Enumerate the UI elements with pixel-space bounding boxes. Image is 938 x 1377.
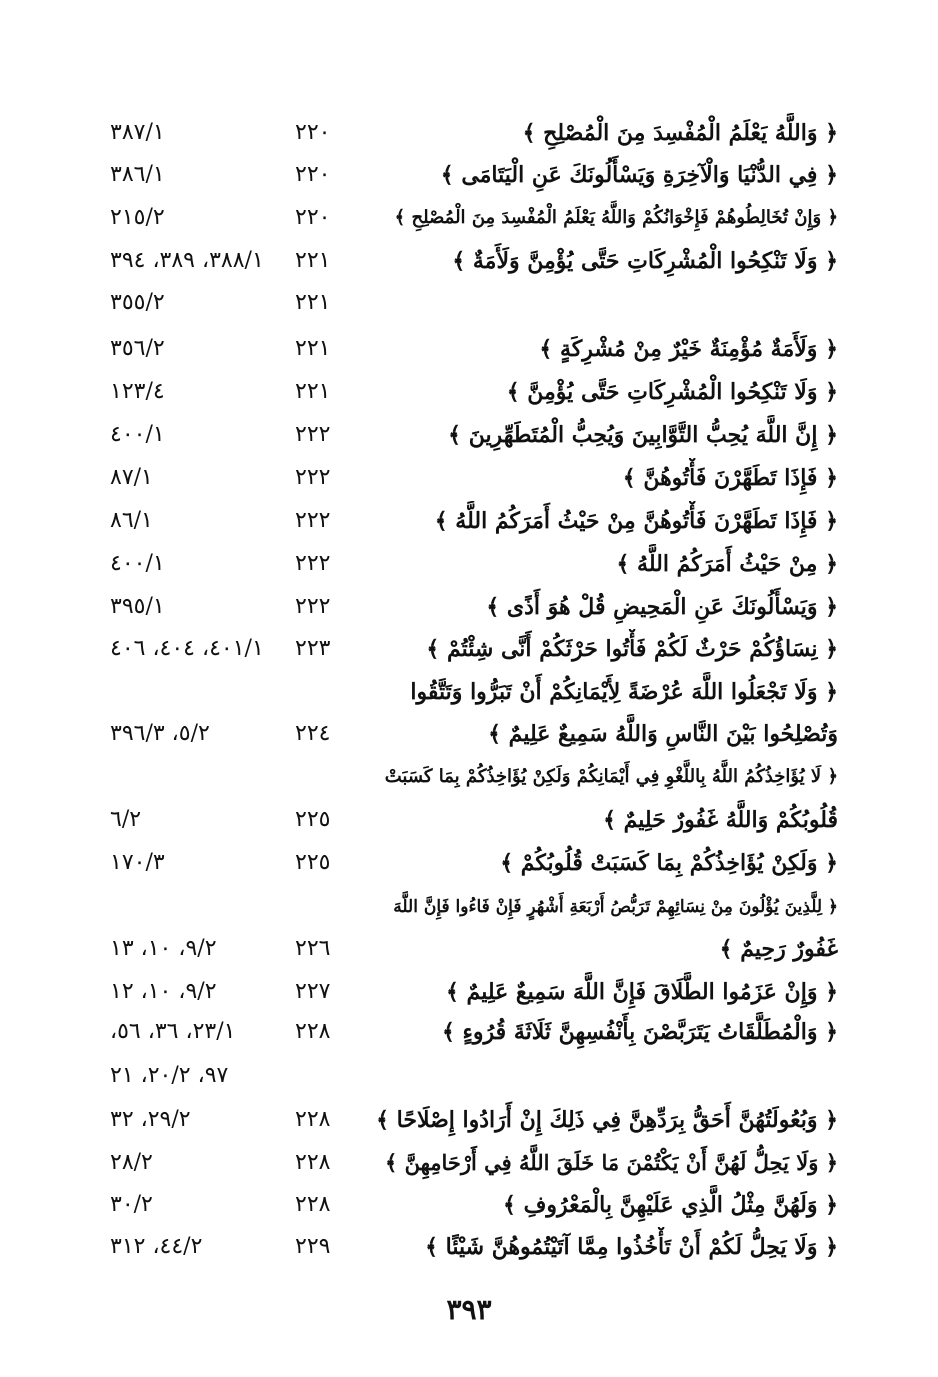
volume-page-refs: ٨٦/١	[110, 508, 153, 533]
volume-page-refs: ٢٣/١، ٣٦، ٥٦،	[110, 1019, 236, 1044]
verse-text: ﴿ فِي الدُّنْيَا وَالْآخِرَةِ وَيَسْأَلُونَكَ عَنِ الْيَتَامَى ﴾	[440, 162, 838, 188]
ayah-number: ٢٢٢	[295, 422, 331, 447]
verse-text: ﴿ فَإِذَا تَطَهَّرْنَ فَأْتُوهُنَّ مِنْ حَيْثُ أَمَرَكُمُ اللَّهُ ﴾	[434, 508, 838, 534]
verse-text: ﴿ وَلَا يَحِلُّ لَكُمْ أَنْ تَأْخُذُوا مِمَّا آتَيْتُمُوهُنَّ شَيْئًا ﴾	[425, 1234, 838, 1260]
volume-page-refs: ٣٨٨/١، ٣٨٩، ٣٩٤	[110, 248, 264, 273]
index-row	[0, 415, 938, 455]
index-row	[0, 887, 938, 927]
ayah-number: ٢٢١	[295, 336, 331, 361]
verse-text	[373, 1056, 838, 1096]
index-row	[0, 972, 938, 1012]
verse-text: ﴿ مِنْ حَيْثُ أَمَرَكُمُ اللَّهُ ﴾	[616, 551, 838, 577]
index-row	[0, 843, 938, 883]
ayah-number: ٢٢٩	[295, 1234, 331, 1259]
verse-text: ﴿ لَا يُؤَاخِذُكُمُ اللَّهُ بِاللَّغْوِ فِي أَيْمَانِكُمْ وَلَكِنْ يُؤَاخِذُكُمْ بِمَا كَسَبَتْ	[384, 766, 838, 787]
volume-page-refs: ٣٨٧/١	[110, 120, 165, 145]
volume-page-refs: ٨٧/١	[110, 465, 153, 490]
verse-text: ﴿ وَلَهُنَّ مِثْلُ الَّذِي عَلَيْهِنَّ بِالْمَعْرُوفِ ﴾	[503, 1192, 838, 1218]
ayah-number: ٢٢٢	[295, 465, 331, 490]
volume-page-refs: ١٢٣/٤	[110, 379, 165, 404]
volume-page-refs: ٤٠١/١، ٤٠٤، ٤٠٦	[110, 636, 264, 661]
ayah-number	[295, 757, 355, 797]
volume-page-refs: ٤٤/٢، ٣١٢	[110, 1234, 203, 1259]
ayah-number: ٢٢٠	[295, 205, 331, 230]
index-row	[0, 113, 938, 153]
volume-page-refs: ٥/٢، ٣٩٦/٣	[110, 721, 210, 746]
ayah-number: ٢٢٠	[295, 162, 331, 187]
verse-text: ﴿ وَبُعُولَتُهُنَّ أَحَقُّ بِرَدِّهِنَّ فِي ذَلِكَ إِنْ أَرَادُوا إِصْلَاحًا ﴾	[376, 1107, 838, 1133]
volume-page-refs: ٣٠/٢	[110, 1192, 153, 1217]
index-row	[0, 1227, 938, 1267]
index-row	[0, 501, 938, 541]
ayah-number: ٢٢٥	[295, 850, 331, 875]
page-number: ٣٩٣	[446, 1293, 492, 1326]
volume-page-refs: ٦/٢	[110, 807, 142, 832]
ayah-number: ٢٢٤	[295, 721, 331, 746]
verse-text: ﴿ وَلَا تَجْعَلُوا اللَّهَ عُرْضَةً لِأَيْمَانِكُمْ أَنْ تَبَرُّوا وَتَتَّقُوا	[410, 679, 838, 705]
volume-page-refs: ٤٠٠/١	[110, 422, 165, 447]
volume-page-refs: ٣٩٥/١	[110, 594, 165, 619]
index-row	[0, 672, 938, 712]
index-row	[0, 587, 938, 627]
volume-page-refs	[110, 757, 285, 797]
index-row	[0, 1056, 938, 1096]
index-row	[0, 1185, 938, 1225]
ayah-number	[295, 887, 355, 927]
index-row	[0, 629, 938, 669]
volume-page-refs: ٢٩/٢، ٣٢	[110, 1107, 191, 1132]
index-row	[0, 155, 938, 195]
ayah-number: ٢٢٨	[295, 1107, 331, 1132]
verse-text: ﴿ وَلَا تَنْكِحُوا الْمُشْرِكَاتِ حَتَّى يُؤْمِنَّ وَلَأَمَةٌ ﴾	[452, 248, 838, 274]
verse-text: ﴿ وَلَا تَنْكِحُوا الْمُشْرِكَاتِ حَتَّى يُؤْمِنَّ ﴾	[506, 379, 838, 405]
verse-text: ﴿ نِسَاؤُكُمْ حَرْثٌ لَكُمْ فَأْتُوا حَرْثَكُمْ أَنَّى شِئْتُمْ ﴾	[426, 636, 838, 662]
volume-page-refs: ٩/٢، ١٠، ١٢	[110, 979, 217, 1004]
ayah-number: ٢٢١	[295, 379, 331, 404]
index-row	[0, 757, 938, 797]
verse-text: ﴿ وَلَا يَحِلُّ لَهُنَّ أَنْ يَكْتُمْنَ مَا خَلَقَ اللَّهُ فِي أَرْحَامِهِنَّ ﴾	[384, 1150, 838, 1175]
ayah-number: ٢٢٢	[295, 594, 331, 619]
ayah-number: ٢٢٢	[295, 551, 331, 576]
index-row	[0, 1012, 938, 1052]
verse-text: ﴿ وَلَأَمَةٌ مُؤْمِنَةٌ خَيْرٌ مِنْ مُشْرِكَةٍ ﴾	[539, 336, 838, 362]
index-row	[0, 372, 938, 412]
verse-text: ﴿ وَلَكِنْ يُؤَاخِذُكُمْ بِمَا كَسَبَتْ قُلُوبُكُمْ ﴾	[500, 850, 838, 876]
verse-text: ﴿ وَالْمُطَلَّقَاتُ يَتَرَبَّصْنَ بِأَنْفُسِهِنَّ ثَلَاثَةَ قُرُوءٍ ﴾	[442, 1019, 838, 1045]
ayah-number	[295, 1056, 355, 1096]
ayah-number	[295, 672, 355, 712]
ayah-number: ٢٢١	[295, 248, 331, 273]
index-row	[0, 929, 938, 969]
ayah-number: ٢٢١	[295, 290, 331, 315]
verse-text: ﴿ فَإِذَا تَطَهَّرْنَ فَأْتُوهُنَّ ﴾	[622, 465, 838, 491]
verse-text: ﴿ وَإِنْ تُخَالِطُوهُمْ فَإِخْوَانُكُمْ وَاللَّهُ يَعْلَمُ الْمُفْسِدَ مِنَ الْمُصْلِحِ ﴾	[394, 207, 838, 228]
volume-page-refs	[110, 887, 285, 927]
ayah-number: ٢٢٥	[295, 807, 331, 832]
verse-text: ﴿ وَاللَّهُ يَعْلَمُ الْمُفْسِدَ مِنَ الْمُصْلِحِ ﴾	[522, 120, 838, 146]
index-row	[0, 1143, 938, 1183]
verse-text: ﴿ وَيَسْأَلُونَكَ عَنِ الْمَحِيضِ قُلْ هُوَ أَذًى ﴾	[486, 594, 838, 620]
index-row	[0, 458, 938, 498]
volume-page-refs: ٣٥٥/٢	[110, 290, 165, 315]
ayah-number: ٢٢٢	[295, 508, 331, 533]
ayah-number: ٢٢٨	[295, 1150, 331, 1175]
volume-page-refs: ٩٧، ٢٠/٢، ٢١	[110, 1063, 229, 1088]
ayah-number: ٢٢٨	[295, 1019, 331, 1044]
verse-text: قُلُوبُكُمْ وَاللَّهُ غَفُورٌ حَلِيمٌ ﴾	[603, 807, 838, 833]
verse-text: ﴿ وَإِنْ عَزَمُوا الطَّلَاقَ فَإِنَّ اللَّهَ سَمِيعٌ عَلِيمٌ ﴾	[446, 979, 838, 1005]
index-row	[0, 544, 938, 584]
index-row	[0, 714, 938, 754]
index-row	[0, 241, 938, 281]
index-row	[0, 800, 938, 840]
ayah-number: ٢٢٦	[295, 936, 331, 961]
ayah-number: ٢٢٣	[295, 636, 331, 661]
index-row	[0, 329, 938, 369]
volume-page-refs: ٩/٢، ١٠، ١٣	[110, 936, 217, 961]
verse-text: غَفُورٌ رَحِيمٌ ﴾	[719, 936, 838, 962]
index-row	[0, 283, 938, 323]
volume-page-refs: ١٧٠/٣	[110, 850, 165, 875]
verse-text: ﴿ لِلَّذِينَ يُؤْلُونَ مِنْ نِسَائِهِمْ تَرَبُّصُ أَرْبَعَةِ أَشْهُرٍ فَإِنْ فَاءُوا فَإِنَّ اللَّهَ	[393, 897, 838, 917]
verse-text	[373, 283, 838, 323]
ayah-number: ٢٢٨	[295, 1192, 331, 1217]
verse-text: ﴿ إِنَّ اللَّهَ يُحِبُّ التَّوَّابِينَ وَيُحِبُّ الْمُتَطَهِّرِينَ ﴾	[448, 422, 838, 448]
index-row	[0, 1100, 938, 1140]
verse-text: وَتُصْلِحُوا بَيْنَ النَّاسِ وَاللَّهُ سَمِيعٌ عَلِيمٌ ﴾	[488, 721, 838, 747]
volume-page-refs: ٣٥٦/٢	[110, 336, 165, 361]
ayah-number: ٢٢٠	[295, 120, 331, 145]
ayah-number: ٢٢٧	[295, 979, 331, 1004]
volume-page-refs	[110, 672, 285, 712]
volume-page-refs: ٣٨٦/١	[110, 162, 165, 187]
volume-page-refs: ٤٠٠/١	[110, 551, 165, 576]
volume-page-refs: ٢١٥/٢	[110, 205, 165, 230]
index-row	[0, 198, 938, 238]
volume-page-refs: ٢٨/٢	[110, 1150, 153, 1175]
